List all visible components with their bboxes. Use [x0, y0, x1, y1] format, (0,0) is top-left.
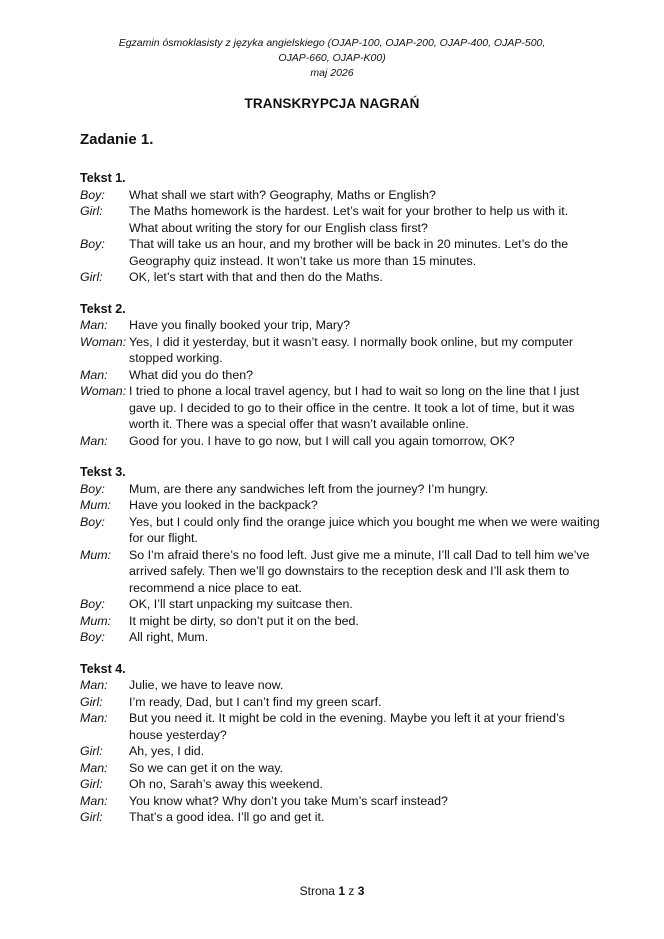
dialogue-line — [80, 743, 600, 760]
utterance-text: The Maths homework is the hardest. Let’s wait for your brother to help us with it. What about writing the story for our English class first? — [129, 204, 569, 235]
utterance-text: OK, let’s start with that and then do the Maths. — [129, 270, 383, 284]
utterance-text: All right, Mum. — [129, 630, 209, 644]
speaker-label: Man: — [80, 678, 108, 692]
dialogue-line — [80, 187, 600, 204]
task-heading: Zadanie 1. — [80, 131, 154, 148]
dialogue-line — [80, 236, 600, 269]
text-title: Tekst 1. — [80, 171, 126, 185]
footer-label: Strona — [299, 884, 335, 898]
utterance-text: I tried to phone a local travel agency, but I had to wait so long on the line that I just gave up. I decided to go to their office in the centre. It took a lot of time, but it was worth it. There was a special offer that wasn’t available online. — [129, 384, 580, 431]
transcript-block — [80, 301, 600, 450]
utterance-text: Have you finally booked your trip, Mary? — [129, 318, 351, 332]
speaker-label: Man: — [80, 711, 108, 725]
dialogue-line — [80, 433, 600, 450]
speaker-label: Woman: — [80, 334, 127, 349]
transcript-content — [80, 170, 600, 826]
footer-total-pages: 3 — [357, 884, 365, 898]
speaker-label: Boy: — [80, 481, 105, 496]
dialogue-line — [80, 334, 600, 367]
exam-header — [0, 36, 664, 81]
utterance-text: What shall we start with? Geography, Maths or English? — [129, 187, 436, 202]
dialogue-line — [80, 760, 600, 777]
utterance-text: I’m ready, Dad, but I can’t find my green scarf. — [129, 694, 382, 709]
speaker-label: Man: — [80, 760, 108, 775]
footer-separator: z — [348, 884, 355, 898]
speaker-label: Boy: — [80, 514, 105, 529]
utterance-text: But you need it. It might be cold in the evening. Maybe you left it at your friend’s house yesterday? — [129, 711, 565, 742]
text-title: Tekst 4. — [80, 661, 126, 676]
text-title: Tekst 2. — [80, 301, 126, 316]
speaker-label: Woman: — [80, 384, 127, 398]
speaker-label: Girl: — [80, 204, 103, 218]
exam-header-line-2: OJAP-660, OJAP-K00) — [278, 52, 386, 64]
speaker-label: Boy: — [80, 187, 105, 202]
utterance-text: Oh no, Sarah’s away this weekend. — [129, 777, 324, 791]
text-title: Tekst 3. — [80, 465, 126, 479]
speaker-label: Man: — [80, 793, 108, 808]
dialogue-line — [80, 694, 600, 711]
speaker-label: Man: — [80, 433, 108, 448]
speaker-label: Girl: — [80, 744, 103, 758]
utterance-text: So we can get it on the way. — [129, 760, 284, 775]
dialogue-line — [80, 481, 600, 498]
utterance-text: Julie, we have to leave now. — [129, 678, 284, 692]
utterance-text: It might be dirty, so don’t put it on the bed. — [129, 613, 359, 628]
page-footer — [0, 884, 664, 898]
speaker-label: Boy: — [80, 237, 105, 251]
dialogue-line — [80, 629, 600, 646]
speaker-label: Girl: — [80, 694, 103, 709]
speaker-label: Girl: — [80, 777, 103, 791]
speaker-label: Mum: — [80, 613, 111, 628]
speaker-label: Boy: — [80, 630, 105, 644]
dialogue-line — [80, 710, 600, 743]
utterance-text: Yes, I did it yesterday, but it wasn’t easy. I normally book online, but my computer stopped working. — [129, 334, 573, 365]
utterance-text: What did you do then? — [129, 367, 253, 382]
dialogue-line — [80, 497, 600, 514]
dialogue-line — [80, 677, 600, 694]
dialogue-line — [80, 809, 600, 826]
utterance-text: Good for you. I have to go now, but I will call you again tomorrow, OK? — [129, 433, 515, 448]
utterance-text: So I’m afraid there’s no food left. Just give me a minute, I’ll call Dad to tell him we’ve arrived safely. Then we’ll go downstairs to the reception desk and I’ll ask them to recommend a nice place to eat. — [129, 547, 590, 595]
transcript-block — [80, 170, 600, 286]
dialogue-line — [80, 596, 600, 613]
speaker-label: Man: — [80, 318, 108, 332]
exam-header-line-1: Egzamin ósmoklasisty z języka angielskiego (OJAP-100, OJAP-200, OJAP-400, OJAP-500, — [118, 37, 546, 49]
utterance-text: Ah, yes, I did. — [129, 744, 205, 758]
document-title: TRANSKRYPCJA NAGRAŃ — [244, 96, 420, 111]
utterance-text: Yes, but I could only find the orange juice which you bought me when we were waiting for our flight. — [129, 514, 600, 545]
dialogue-line — [80, 269, 600, 286]
speaker-label: Girl: — [80, 270, 103, 284]
utterance-text: That’s a good idea. I’ll go and get it. — [129, 810, 325, 824]
utterance-text: OK, I’ll start unpacking my suitcase then. — [129, 597, 353, 611]
speaker-label: Man: — [80, 367, 108, 382]
exam-header-line-3: maj 2026 — [310, 67, 354, 79]
dialogue-line — [80, 203, 600, 236]
dialogue-line — [80, 793, 600, 810]
utterance-text: You know what? Why don’t you take Mum’s scarf instead? — [129, 793, 448, 808]
transcript-block — [80, 464, 600, 646]
speaker-label: Mum: — [80, 498, 111, 512]
dialogue-line — [80, 383, 600, 433]
dialogue-line — [80, 514, 600, 547]
utterance-text: That will take us an hour, and my brother will be back in 20 minutes. Let’s do the Geography quiz instead. It won’t take us more than 15 minutes. — [129, 237, 569, 268]
dialogue-line — [80, 776, 600, 793]
dialogue-line — [80, 613, 600, 630]
dialogue-line — [80, 317, 600, 334]
footer-page-number: 1 — [338, 884, 345, 898]
utterance-text: Have you looked in the backpack? — [129, 498, 318, 512]
dialogue-line — [80, 547, 600, 597]
speaker-label: Boy: — [80, 597, 105, 611]
speaker-label: Girl: — [80, 810, 103, 824]
utterance-text: Mum, are there any sandwiches left from the journey? I’m hungry. — [129, 481, 489, 496]
speaker-label: Mum: — [80, 547, 111, 562]
transcript-block — [80, 661, 600, 826]
dialogue-line — [80, 367, 600, 384]
